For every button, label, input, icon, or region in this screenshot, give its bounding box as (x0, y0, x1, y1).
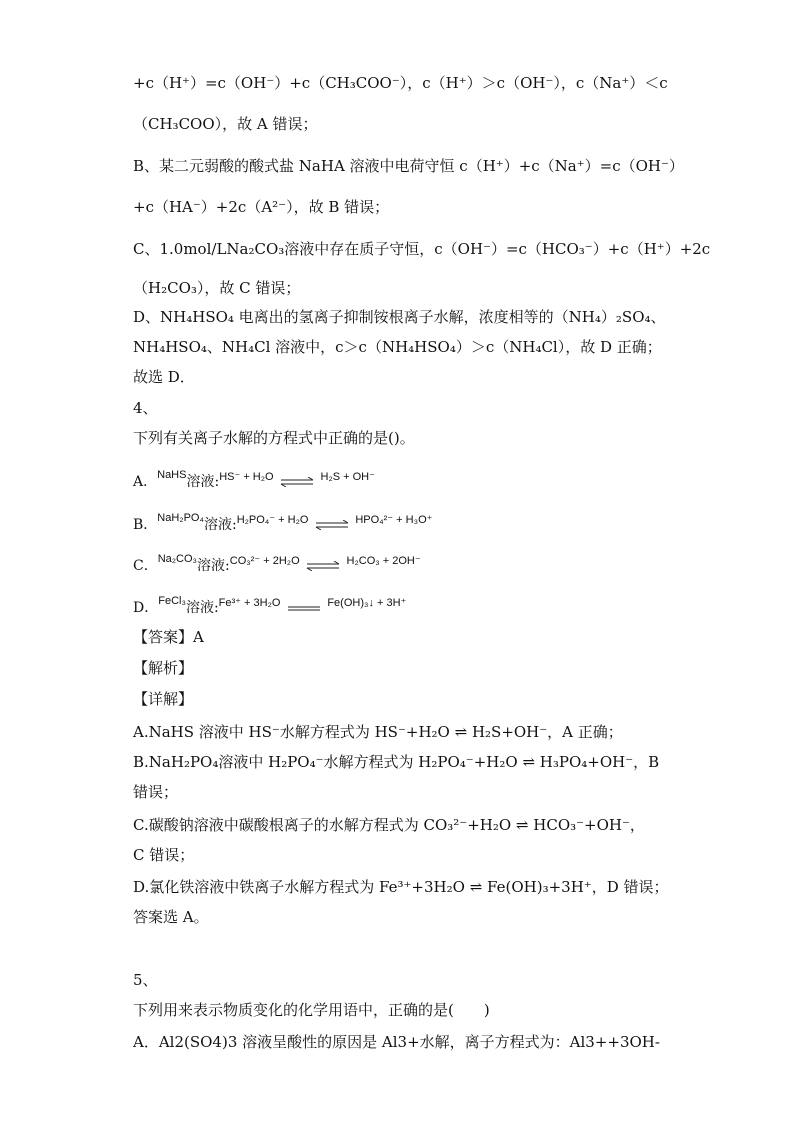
reversible-arrow-icon (280, 477, 314, 487)
explanation-line: 错误； (133, 783, 179, 801)
text-line: （H₂CO₃），故 C 错误； (133, 279, 301, 297)
text-line: C、1.0mol/LNa₂CO₃溶液中存在质子守恒，c（OH⁻）=c（HCO₃⁻）+c（H⁺）+2c (133, 240, 711, 258)
explanation-line: A.NaHS 溶液中 HS⁻水解方程式为 HS⁻+H₂O ⇌ H₂S+OH⁻，A 正确； (133, 723, 623, 741)
option-a[interactable] (133, 469, 375, 493)
explanation-line: C.碳酸钠溶液中碳酸根离子的水解方程式为 CO₃²⁻+H₂O ⇌ HCO₃⁻+OH⁻， (133, 816, 645, 834)
explanation-line: B.NaH₂PO₄溶液中 H₂PO₄⁻水解方程式为 H₂PO₄⁻+H₂O ⇌ H₃PO₄+OH⁻，B (133, 753, 660, 771)
salt-formula: Na₂CO₃ (157, 553, 198, 565)
option-a[interactable]: A．Al2(SO4)3 溶液呈酸性的原因是 Al3+水解，离子方程式为：Al3++3OH- (133, 1033, 660, 1051)
answer-line: 【答案】A (133, 628, 204, 646)
option-b[interactable] (133, 512, 433, 536)
text-line: +c（H⁺）=c（OH⁻）+c（CH₃COO⁻），c（H⁺）＞c（OH⁻），c（Na⁺）＜c (133, 74, 668, 92)
text-line: 故选 D． (133, 368, 195, 386)
salt-formula: FeCl₃ (158, 595, 186, 607)
equation-left: Fe³⁺ + 3H₂O (218, 597, 281, 609)
question-stem: 下列用来表示物质变化的化学用语中，正确的是( ) (133, 1001, 490, 1019)
equals-arrow-icon (287, 603, 321, 613)
text-line: B、某二元弱酸的酸式盐 NaHA 溶液中电荷守恒 c（H⁺）+c（Na⁺）=c（OH⁻） (133, 157, 684, 175)
equation-right: H₂CO₃ + 2OH⁻ (346, 555, 421, 567)
equation-right: HPO₄²⁻ + H₃O⁺ (355, 514, 433, 526)
explanation-line: C 错误； (133, 846, 195, 864)
option-d[interactable] (133, 595, 407, 619)
analysis-heading: 【解析】 (133, 659, 194, 677)
question-stem: 下列有关离子水解的方程式中正确的是()。 (133, 429, 415, 447)
salt-formula: NaHS (157, 469, 187, 481)
question-number: 5、 (133, 971, 158, 989)
text-line: D、NH₄HSO₄ 电离出的氢离子抑制铵根离子水解，浓度相等的（NH₄）₂SO₄、 (133, 308, 666, 326)
equation-right: H₂S + OH⁻ (320, 471, 375, 483)
solution-word: 溶液: (185, 600, 219, 616)
solution-word: 溶液: (186, 474, 220, 490)
detail-heading: 【详解】 (133, 690, 194, 708)
equation-left: HS⁻ + H₂O (219, 471, 274, 483)
option-label: D． (133, 600, 159, 616)
text-line: （CH₃COO），故 A 错误； (133, 115, 318, 133)
question-number: 4、 (133, 399, 158, 417)
reversible-arrow-icon (306, 561, 340, 571)
solution-word: 溶液: (203, 517, 237, 533)
explanation-line: D.氯化铁溶液中铁离子水解方程式为 Fe³⁺+3H₂O ⇌ Fe(OH)₃+3H⁺，D 错误； (133, 878, 669, 896)
reversible-arrow-icon (315, 520, 349, 530)
explanation-line: 答案选 A。 (133, 908, 209, 926)
equation-left: H₂PO₄⁻ + H₂O (236, 514, 309, 526)
equation-right: Fe(OH)₃↓ + 3H⁺ (327, 597, 407, 609)
solution-word: 溶液: (197, 558, 230, 574)
option-label: C． (133, 558, 158, 574)
option-label: B． (133, 517, 158, 533)
text-line: NH₄HSO₄、NH₄Cl 溶液中，c＞c（NH₄HSO₄）＞c（NH₄Cl），故 D 正确； (133, 338, 662, 356)
equation-left: CO₃²⁻ + 2H₂O (229, 555, 300, 567)
salt-formula: NaH₂PO₄ (157, 512, 204, 524)
option-label: A． (133, 474, 158, 490)
text-line: +c（HA⁻）+2c（A²⁻），故 B 错误； (133, 198, 390, 216)
option-c[interactable] (133, 553, 421, 577)
